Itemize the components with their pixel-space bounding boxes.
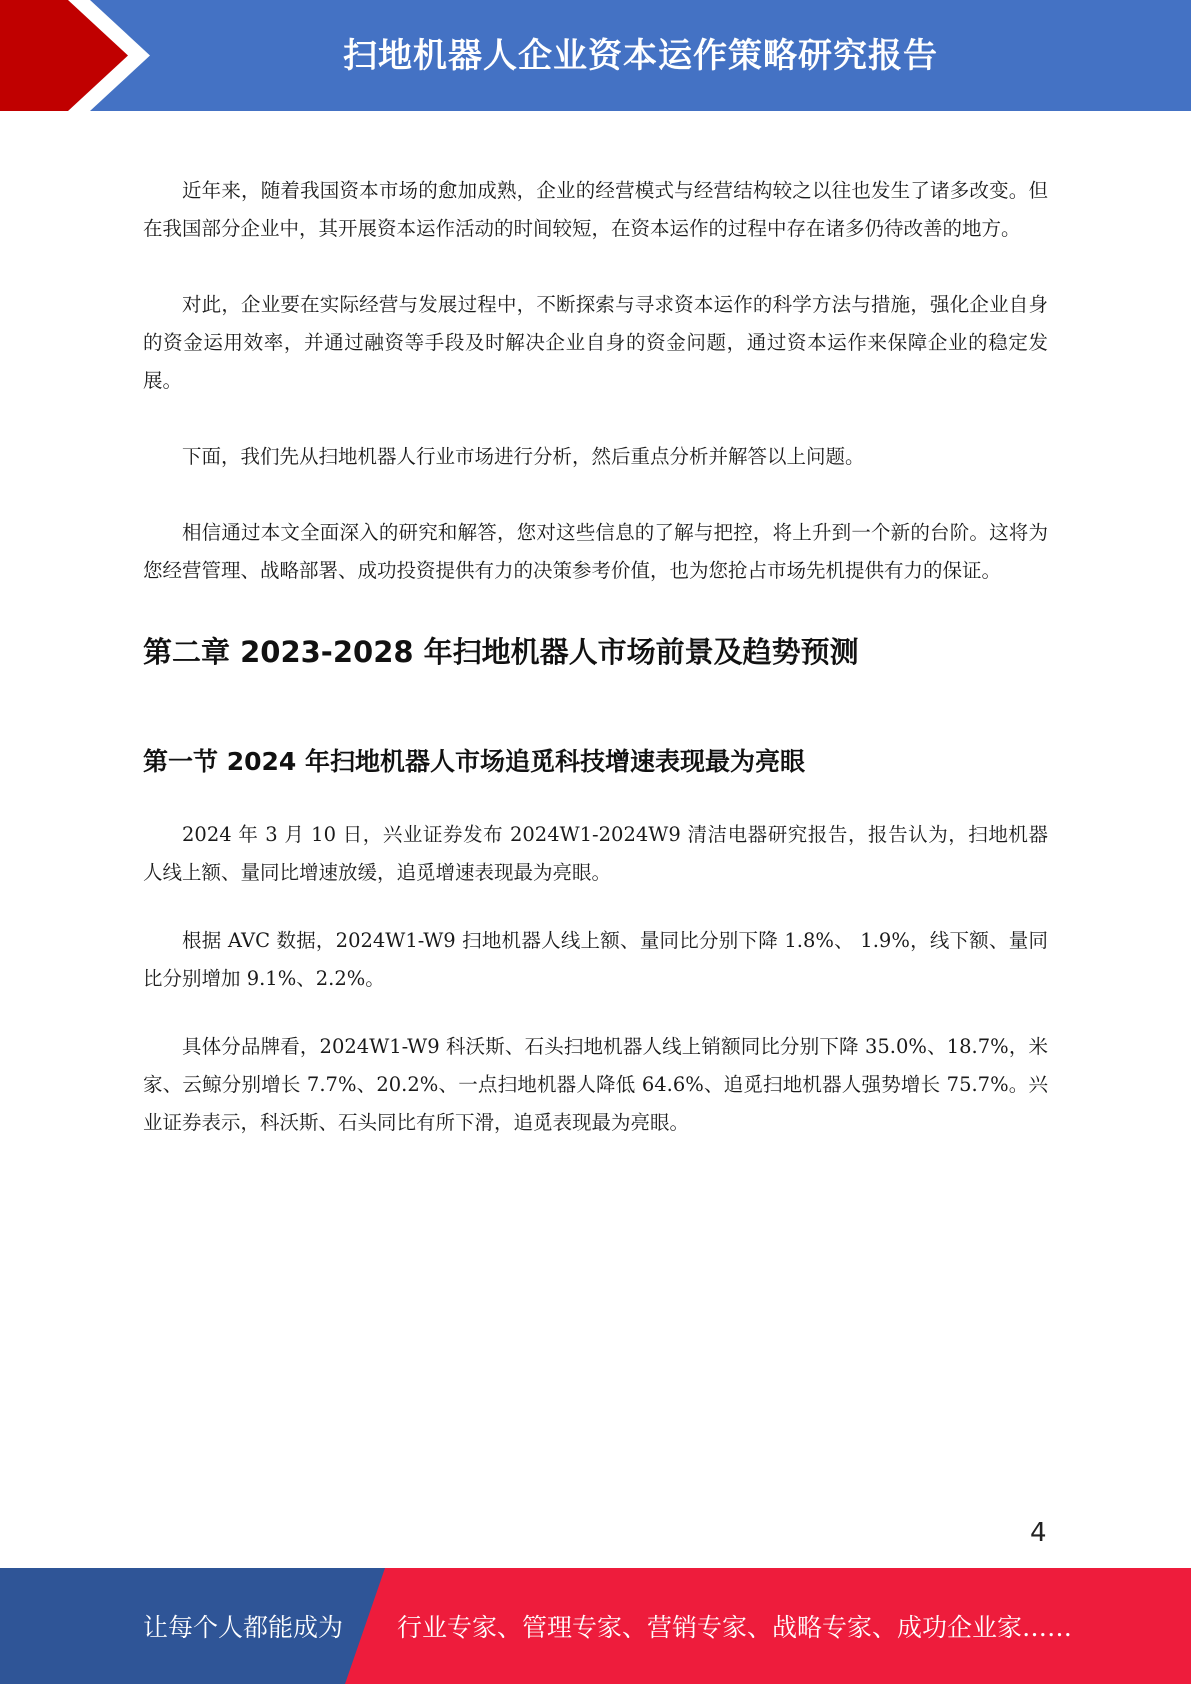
report-title: 扫地机器人企业资本运作策略研究报告 — [343, 36, 938, 76]
page-content — [143, 172, 1048, 1142]
footer-band — [0, 1568, 1191, 1684]
intro-paragraph-3: 下面，我们先从扫地机器人行业市场进行分析，然后重点分析并解答以上问题。 — [182, 445, 865, 468]
intro-paragraph-4: 相信通过本文全面深入的研究和解答，您对这些信息的了解与把控，将上升到一个新的台阶。这将为您经营管理、战略部署、成功投资提供有力的决策参考价值，也为您抢占市场先机提供有力的保证。 — [143, 521, 1048, 582]
chapter-heading: 第二章 2023-2028 年扫地机器人市场前景及趋势预测 — [143, 635, 859, 669]
header-band — [0, 0, 1191, 111]
section-paragraph-2: 根据 AVC 数据，2024W1-W9 扫地机器人线上额、量同比分别下降 1.8%、 1.9%，线下额、量同比分别增加 9.1%、2.2%。 — [143, 929, 1048, 990]
section-paragraph-1: 2024 年 3 月 10 日，兴业证券发布 2024W1-2024W9 清洁电器研究报告，报告认为，扫地机器人线上额、量同比增速放缓，追觅增速表现最为亮眼。 — [143, 823, 1048, 884]
section-paragraph-3: 具体分品牌看，2024W1-W9 科沃斯、石头扫地机器人线上销额同比分别下降 35.0%、18.7%，米家、云鲸分别增长 7.7%、20.2%、一点扫地机器人降低 64.6%、追觅扫地机器人强势增长 75.7%。兴业证券表示，科沃斯、石头同比有所下滑，追觅表现最为亮眼。 — [143, 1035, 1048, 1134]
footer-slogan-right: 行业专家、管理专家、营销专家、战略专家、成功企业家…… — [397, 1613, 1073, 1642]
intro-paragraph-2: 对此，企业要在实际经营与发展过程中，不断探索与寻求资本运作的科学方法与措施，强化企业自身的资金运用效率，并通过融资等手段及时解决企业自身的资金问题，通过资本运作来保障企业的稳定发展。 — [143, 293, 1048, 392]
page-number: 4 — [1030, 1518, 1047, 1548]
section-heading: 第一节 2024 年扫地机器人市场追觅科技增速表现最为亮眼 — [143, 747, 805, 776]
footer-slogan-left: 让每个人都能成为 — [143, 1613, 344, 1642]
intro-paragraph-1: 近年来，随着我国资本市场的愈加成熟，企业的经营模式与经营结构较之以往也发生了诸多改变。但在我国部分企业中，其开展资本运作活动的时间较短，在资本运作的过程中存在诸多仍待改善的地方。 — [143, 179, 1048, 240]
